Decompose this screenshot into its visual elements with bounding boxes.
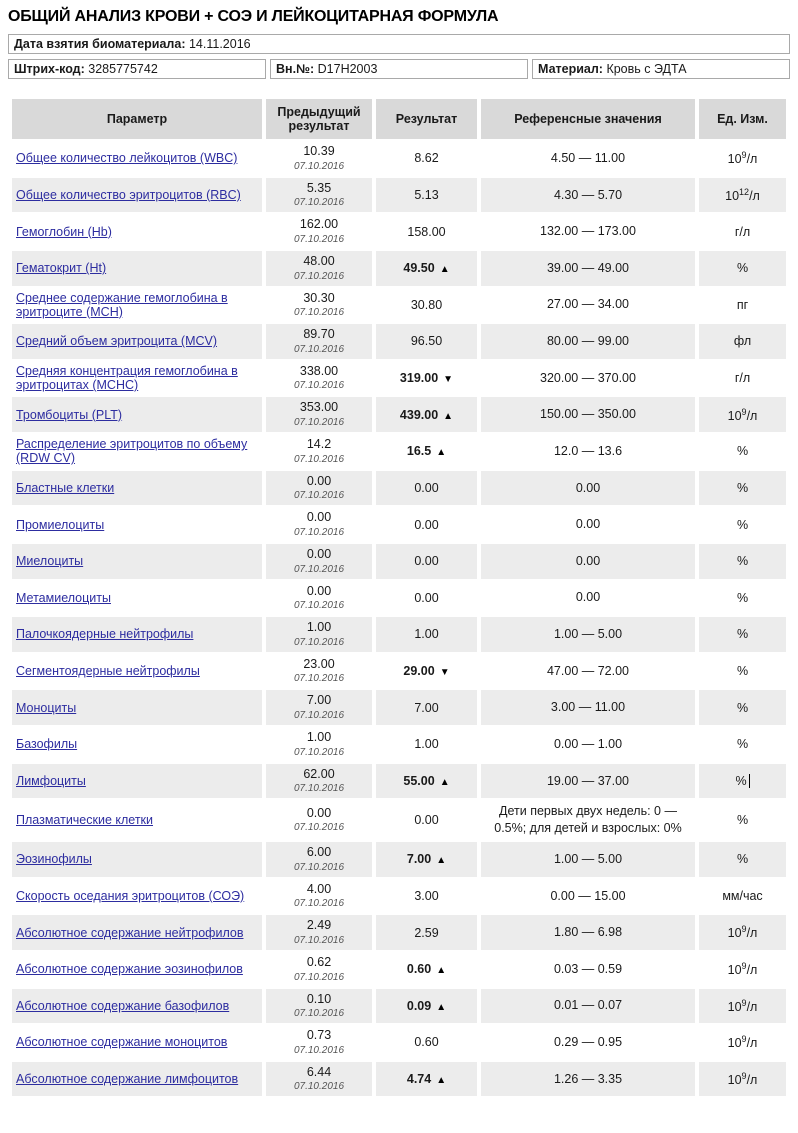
previous-result-value: 0.73 [306, 1028, 332, 1043]
previous-result-date: 07.10.2016 [293, 197, 345, 209]
reference-range-cell: 1.80 — 6.98 [481, 915, 695, 950]
parameter-link[interactable]: Плазматические клетки [16, 813, 154, 828]
result-value: 158.00 [407, 224, 446, 239]
parameter-link[interactable]: Распределение эритроцитов по объему (RDW CV) [16, 437, 248, 466]
table-row [12, 1062, 786, 1097]
material-box [532, 59, 790, 79]
parameter-link[interactable]: Абсолютное содержание моноцитов [16, 1035, 228, 1050]
reference-range-cell: 0.00 — 1.00 [481, 727, 695, 762]
parameter-link[interactable]: Палочкоядерные нейтрофилы [16, 627, 194, 642]
previous-result-value: 0.00 [306, 805, 332, 820]
previous-result-cell [266, 544, 372, 579]
previous-result-value: 1.00 [306, 730, 332, 744]
previous-result-cell [266, 1062, 372, 1097]
reference-range-cell: 4.30 — 5.70 [481, 178, 695, 213]
unit-cell: г/л [699, 214, 786, 249]
previous-result-cell [266, 800, 372, 840]
result-value: 0.00 [414, 813, 439, 828]
previous-result-cell [266, 507, 372, 542]
table-row [12, 178, 786, 213]
unit-cell: % [699, 842, 786, 877]
table-header-row [12, 99, 786, 139]
below-range-icon: ▼ [443, 374, 454, 386]
result-value: 7.00 [414, 700, 439, 715]
table-row [12, 288, 786, 323]
unit-cell: % [699, 764, 786, 799]
reference-range-cell: 150.00 — 350.00 [481, 397, 695, 432]
previous-result-value: 1.00 [306, 620, 332, 635]
unit-cell: % [699, 507, 786, 542]
previous-result-cell [266, 434, 372, 469]
reference-range-cell: 1.00 — 5.00 [481, 617, 695, 652]
previous-result-date: 07.10.2016 [293, 270, 345, 282]
parameter-link[interactable]: Бластные клетки [16, 480, 115, 495]
parameter-cell [12, 764, 262, 799]
previous-result-date: 07.10.2016 [293, 1008, 345, 1020]
result-value: 319.00 [399, 371, 439, 386]
previous-result-value: 30.30 [303, 290, 335, 305]
previous-result-date: 07.10.2016 [293, 934, 345, 946]
previous-result-value: 14.2 [306, 437, 332, 451]
parameter-link[interactable]: Абсолютное содержание лимфоцитов [16, 1072, 239, 1087]
previous-result-cell [266, 952, 372, 987]
reference-range-cell: 19.00 — 37.00 [481, 764, 695, 799]
unit-cell: г/л [699, 361, 786, 396]
previous-result-value: 89.70 [303, 327, 335, 342]
biomaterial-date-label: Дата взятия биоматериала: [14, 37, 186, 51]
unit-cell: $10^9/л$ [699, 915, 786, 950]
previous-result-cell [266, 288, 372, 323]
results-table [8, 97, 790, 1098]
parameter-cell [12, 361, 262, 396]
result-value: 49.50 [403, 261, 435, 276]
result-value: 4.74 [406, 1072, 432, 1087]
result-cell [376, 1062, 477, 1097]
table-row [12, 764, 786, 799]
unit-cell: % [699, 727, 786, 762]
result-cell [376, 544, 477, 579]
above-range-icon: ▲ [436, 1001, 447, 1013]
text-cursor [749, 774, 750, 788]
result-value: 0.60 [414, 1035, 439, 1050]
parameter-link[interactable]: Гематокрит (Ht) [16, 261, 107, 276]
parameter-cell [12, 288, 262, 323]
result-value: 0.00 [414, 590, 439, 605]
previous-result-value: 5.35 [306, 180, 332, 195]
previous-result-cell [266, 915, 372, 950]
result-value: 0.00 [414, 480, 439, 495]
unit-cell: фл [699, 324, 786, 359]
result-cell [376, 434, 477, 469]
previous-result-cell [266, 471, 372, 506]
parameter-link[interactable]: Среднее содержание гемоглобина в эритроците (MCH) [16, 290, 228, 319]
above-range-icon: ▲ [439, 264, 450, 276]
table-row [12, 989, 786, 1024]
previous-result-cell [266, 141, 372, 176]
parameter-link[interactable]: Абсолютное содержание нейтрофилов [16, 925, 244, 940]
parameter-link[interactable]: Лимфоциты [16, 773, 86, 788]
unit-cell: % [699, 434, 786, 469]
reference-range-cell: 0.00 — 15.00 [481, 879, 695, 914]
table-row [12, 879, 786, 914]
previous-result-date: 07.10.2016 [293, 971, 345, 983]
result-cell [376, 178, 477, 213]
previous-result-date: 07.10.2016 [293, 233, 345, 245]
parameter-cell [12, 214, 262, 249]
biomaterial-date-row [8, 34, 790, 54]
result-cell [376, 727, 477, 762]
result-cell [376, 324, 477, 359]
material-label: Материал: [538, 62, 603, 76]
parameter-link[interactable]: Общее количество эритроцитов (RBC) [16, 187, 241, 202]
table-row [12, 324, 786, 359]
previous-result-value: 0.00 [306, 510, 332, 525]
reference-range-cell: 47.00 — 72.00 [481, 654, 695, 689]
result-value: 55.00 [403, 773, 435, 788]
previous-result-cell [266, 842, 372, 877]
table-row [12, 434, 786, 469]
result-cell [376, 800, 477, 840]
previous-result-cell [266, 617, 372, 652]
parameter-cell [12, 915, 262, 950]
table-row [12, 544, 786, 579]
previous-result-value: 10.39 [303, 144, 335, 158]
result-value: 1.00 [414, 627, 439, 642]
reference-range-cell: 0.00 [481, 471, 695, 506]
unit-cell: $10^9/л$ [699, 141, 786, 176]
parameter-link[interactable]: Метамиелоциты [16, 590, 111, 605]
previous-result-value: 0.00 [306, 583, 332, 598]
unit-cell: $10^9/л$ [699, 1025, 786, 1060]
reference-range-cell: 1.26 — 3.35 [481, 1062, 695, 1097]
previous-result-value: 7.00 [306, 693, 332, 708]
reference-range-cell: 320.00 — 370.00 [481, 361, 695, 396]
previous-result-date: 07.10.2016 [293, 783, 345, 795]
previous-result-date: 07.10.2016 [293, 526, 345, 538]
previous-result-cell [266, 989, 372, 1024]
result-value: 0.00 [414, 554, 439, 569]
unit-cell: % [699, 617, 786, 652]
result-cell [376, 764, 477, 799]
result-value: 0.00 [414, 517, 439, 532]
internal-number-value: D17H2003 [317, 62, 378, 76]
previous-result-cell [266, 654, 372, 689]
result-value: 7.00 [406, 852, 432, 867]
previous-result-value: 0.00 [306, 473, 332, 488]
table-row [12, 141, 786, 176]
result-value: 8.62 [414, 151, 439, 166]
results-table-body [12, 141, 786, 1096]
reference-range-cell: 80.00 — 99.00 [481, 324, 695, 359]
parameter-link[interactable]: Базофилы [16, 737, 78, 752]
unit-cell: % [699, 690, 786, 725]
result-cell [376, 1025, 477, 1060]
table-row [12, 361, 786, 396]
internal-number-label: Вн.№: [276, 62, 315, 76]
reference-range-cell: 27.00 — 34.00 [481, 288, 695, 323]
parameter-link[interactable]: Тромбоциты (PLT) [16, 407, 123, 422]
table-row [12, 507, 786, 542]
parameter-cell [12, 800, 262, 840]
reference-range-cell: 0.00 [481, 581, 695, 616]
unit-cell: % [699, 654, 786, 689]
table-row [12, 617, 786, 652]
parameter-link[interactable]: Сегментоядерные нейтрофилы [16, 664, 200, 679]
result-cell [376, 842, 477, 877]
previous-result-cell [266, 178, 372, 213]
material-value: Кровь с ЭДТА [606, 62, 687, 76]
parameter-cell [12, 690, 262, 725]
reference-range-cell: 39.00 — 49.00 [481, 251, 695, 286]
parameter-link[interactable]: Абсолютное содержание эозинофилов [16, 962, 243, 977]
result-cell [376, 251, 477, 286]
previous-result-date: 07.10.2016 [293, 343, 345, 355]
parameter-cell [12, 842, 262, 877]
result-value: 5.13 [414, 187, 439, 202]
previous-result-date: 07.10.2016 [293, 1081, 345, 1093]
parameter-cell [12, 507, 262, 542]
parameter-cell [12, 141, 262, 176]
column-header-parameter: Параметр [12, 99, 262, 139]
previous-result-date: 07.10.2016 [293, 600, 345, 612]
unit-cell: % [699, 251, 786, 286]
parameter-cell [12, 434, 262, 469]
column-header-result: Результат [376, 99, 477, 139]
previous-result-value: 62.00 [303, 766, 335, 781]
reference-range-cell: 0.29 — 0.95 [481, 1025, 695, 1060]
reference-range-cell: 3.00 — 11.00 [481, 690, 695, 725]
previous-result-date: 07.10.2016 [293, 417, 345, 428]
reference-range-cell: 1.00 — 5.00 [481, 842, 695, 877]
parameter-link[interactable]: Общее количество лейкоцитов (WBC) [16, 151, 238, 166]
table-row [12, 915, 786, 950]
previous-result-date: 07.10.2016 [293, 636, 345, 648]
parameter-link[interactable]: Гемоглобин (Hb) [16, 224, 112, 239]
column-header-reference: Референсные значения [481, 99, 695, 139]
previous-result-date: 07.10.2016 [293, 490, 345, 502]
previous-result-cell [266, 361, 372, 396]
result-cell [376, 361, 477, 396]
parameter-cell [12, 727, 262, 762]
previous-result-value: 6.00 [306, 845, 332, 859]
result-cell [376, 288, 477, 323]
previous-result-value: 2.49 [306, 918, 332, 933]
unit-cell: % [699, 800, 786, 840]
result-cell [376, 397, 477, 432]
reference-range-cell: 0.01 — 0.07 [481, 989, 695, 1024]
parameter-link[interactable]: Средняя концентрация гемоглобина в эритроцитах (MCHC) [16, 364, 238, 393]
unit-cell: пг [699, 288, 786, 323]
previous-result-date: 07.10.2016 [293, 563, 345, 575]
previous-result-date: 07.10.2016 [293, 307, 345, 319]
table-row [12, 654, 786, 689]
column-header-previous-result: Предыдущий результат [266, 99, 372, 139]
unit-cell: $10^9/л$ [699, 989, 786, 1024]
previous-result-date: 07.10.2016 [293, 861, 345, 873]
biomaterial-date-box [8, 34, 790, 54]
previous-result-date: 07.10.2016 [293, 380, 345, 392]
result-cell [376, 915, 477, 950]
reference-range-cell: 12.0 — 13.6 [481, 434, 695, 469]
page-title: ОБЩИЙ АНАЛИЗ КРОВИ + СОЭ И ЛЕЙКОЦИТАРНАЯ ФОРМУЛА [8, 8, 499, 25]
barcode-label: Штрих-код: [14, 62, 85, 76]
previous-result-cell [266, 1025, 372, 1060]
previous-result-value: 353.00 [299, 400, 339, 415]
previous-result-date: 07.10.2016 [293, 1044, 345, 1056]
parameter-link[interactable]: Промиелоциты [16, 517, 105, 532]
table-row [12, 397, 786, 432]
previous-result-date: 07.10.2016 [293, 160, 345, 172]
previous-result-value: 162.00 [299, 217, 339, 232]
result-value: 2.59 [414, 925, 439, 940]
column-header-unit: Ед. Изм. [699, 99, 786, 139]
reference-range-cell: Дети первых двух недель: 0 — 0.5%; для детей и взрослых: 0% [481, 800, 695, 840]
previous-result-cell [266, 690, 372, 725]
result-value: 96.50 [410, 334, 443, 349]
previous-result-date: 07.10.2016 [293, 453, 345, 465]
unit-cell: % [699, 544, 786, 579]
parameter-cell [12, 989, 262, 1024]
table-row [12, 251, 786, 286]
parameter-link[interactable]: Эозинофилы [16, 852, 92, 867]
result-cell [376, 617, 477, 652]
result-cell [376, 879, 477, 914]
parameter-cell [12, 1025, 262, 1060]
result-cell [376, 690, 477, 725]
table-row [12, 800, 786, 840]
previous-result-date: 07.10.2016 [293, 673, 345, 685]
result-value: 0.60 [406, 962, 432, 977]
result-cell [376, 989, 477, 1024]
parameter-cell [12, 397, 262, 432]
parameter-cell [12, 178, 262, 213]
reference-range-cell: 0.00 [481, 544, 695, 579]
result-value: 3.00 [414, 888, 439, 903]
unit-cell: $10^9/л$ [699, 397, 786, 432]
previous-result-value: 0.62 [306, 954, 332, 969]
parameter-cell [12, 1062, 262, 1097]
previous-result-cell [266, 324, 372, 359]
unit-cell: $10^9/л$ [699, 952, 786, 987]
above-range-icon: ▲ [436, 855, 447, 867]
parameter-link[interactable]: Скорость оседания эритроцитов (СОЭ) [16, 888, 245, 903]
previous-result-value: 338.00 [299, 363, 339, 378]
result-value: 30.80 [410, 297, 443, 312]
parameter-cell [12, 952, 262, 987]
previous-result-cell [266, 251, 372, 286]
reference-range-cell: 4.50 — 11.00 [481, 141, 695, 176]
table-row [12, 581, 786, 616]
barcode-value: 3285775742 [88, 62, 158, 76]
parameter-cell [12, 654, 262, 689]
below-range-icon: ▼ [439, 667, 450, 679]
previous-result-value: 48.00 [303, 253, 335, 268]
previous-result-date: 07.10.2016 [293, 746, 345, 758]
previous-result-cell [266, 764, 372, 799]
result-value: 16.5 [406, 444, 432, 459]
result-value: 29.00 [403, 664, 435, 679]
previous-result-cell [266, 879, 372, 914]
result-cell [376, 141, 477, 176]
result-cell [376, 507, 477, 542]
previous-result-value: 23.00 [303, 656, 335, 671]
unit-cell: $10^9/л$ [699, 1062, 786, 1097]
previous-result-value: 0.10 [306, 991, 332, 1006]
parameter-link[interactable]: Средний объем эритроцита (MCV) [16, 334, 218, 349]
barcode-box [8, 59, 266, 79]
parameter-cell [12, 617, 262, 652]
previous-result-date: 07.10.2016 [293, 898, 345, 910]
previous-result-value: 0.00 [306, 546, 332, 561]
parameter-cell [12, 471, 262, 506]
parameter-cell [12, 544, 262, 579]
above-range-icon: ▲ [436, 1075, 447, 1087]
above-range-icon: ▲ [439, 776, 450, 788]
result-cell [376, 654, 477, 689]
parameter-link[interactable]: Миелоциты [16, 554, 84, 569]
previous-result-value: 6.44 [306, 1064, 332, 1079]
reference-range-cell: 132.00 — 173.00 [481, 214, 695, 249]
previous-result-cell [266, 581, 372, 616]
result-value: 439.00 [399, 407, 439, 422]
table-row [12, 214, 786, 249]
result-cell [376, 214, 477, 249]
result-value: 0.09 [406, 998, 432, 1013]
unit-cell: $10^{12}/л$ [699, 178, 786, 213]
sample-meta-row [8, 59, 790, 79]
table-row [12, 842, 786, 877]
table-row [12, 952, 786, 987]
parameter-cell [12, 879, 262, 914]
result-cell [376, 581, 477, 616]
result-cell [376, 471, 477, 506]
result-value: 1.00 [414, 737, 439, 752]
unit-cell: % [699, 581, 786, 616]
result-cell [376, 952, 477, 987]
internal-number-box [270, 59, 528, 79]
biomaterial-date-value: 14.11.2016 [188, 37, 251, 51]
previous-result-cell [266, 727, 372, 762]
unit-cell: % [699, 471, 786, 506]
reference-range-cell: 0.00 [481, 507, 695, 542]
above-range-icon: ▲ [436, 447, 447, 459]
table-row [12, 471, 786, 506]
parameter-link[interactable]: Моноциты [16, 700, 77, 715]
parameter-cell [12, 324, 262, 359]
table-row [12, 1025, 786, 1060]
table-row [12, 727, 786, 762]
previous-result-date: 07.10.2016 [293, 822, 345, 834]
previous-result-date: 07.10.2016 [293, 710, 345, 721]
table-row [12, 690, 786, 725]
parameter-cell [12, 251, 262, 286]
above-range-icon: ▲ [436, 965, 447, 977]
previous-result-cell [266, 214, 372, 249]
parameter-cell [12, 581, 262, 616]
previous-result-value: 4.00 [306, 881, 332, 896]
above-range-icon: ▲ [443, 410, 454, 422]
parameter-link[interactable]: Абсолютное содержание базофилов [16, 998, 230, 1013]
unit-cell: мм/час [699, 879, 786, 914]
reference-range-cell: 0.03 — 0.59 [481, 952, 695, 987]
previous-result-cell [266, 397, 372, 432]
